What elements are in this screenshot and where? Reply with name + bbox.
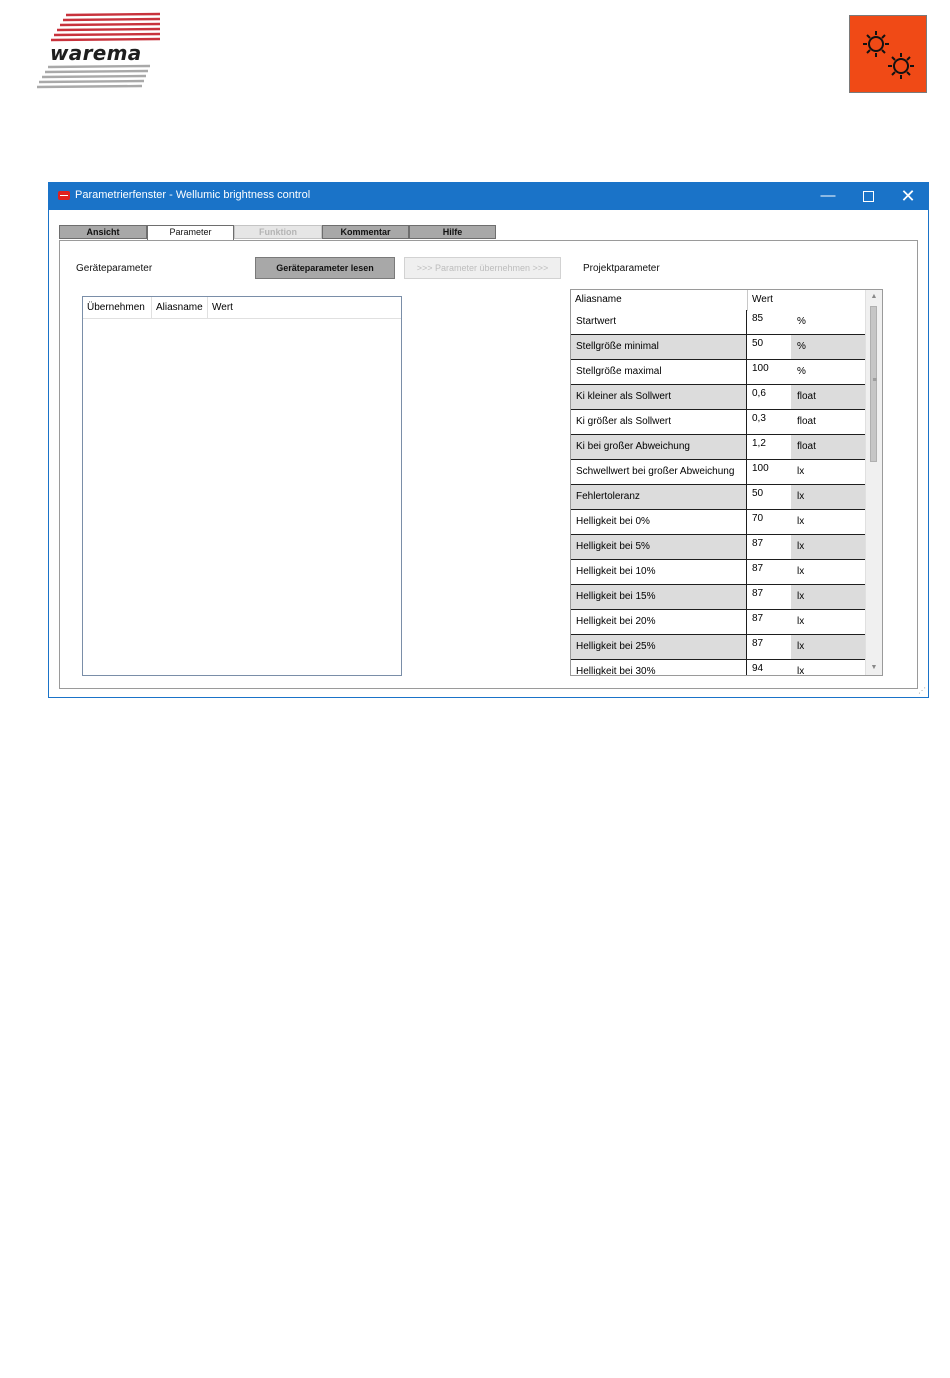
- device-params-label: Geräteparameter: [76, 263, 153, 274]
- tab-kommentar[interactable]: Kommentar: [322, 225, 409, 239]
- scroll-thumb[interactable]: [870, 306, 877, 462]
- tab-funktion: Funktion: [234, 225, 322, 239]
- column-header-wert[interactable]: Wert: [752, 294, 773, 305]
- row-value-input[interactable]: 87: [748, 585, 791, 609]
- window-titlebar[interactable]: [49, 183, 928, 210]
- table-row[interactable]: [571, 360, 867, 385]
- row-unit: lx: [791, 510, 867, 534]
- row-unit: float: [791, 435, 867, 459]
- table-row[interactable]: [571, 585, 867, 610]
- row-alias: Helligkeit bei 20%: [571, 610, 747, 634]
- tab-hilfe[interactable]: Hilfe: [409, 225, 496, 239]
- grip-icon: ≡: [872, 377, 877, 384]
- row-alias: Helligkeit bei 15%: [571, 585, 747, 609]
- row-alias: Startwert: [571, 310, 747, 334]
- table-row[interactable]: [571, 660, 867, 676]
- table-row[interactable]: [571, 310, 867, 335]
- warema-logo: [36, 12, 162, 94]
- row-value-input[interactable]: 87: [748, 535, 791, 559]
- table-row[interactable]: [571, 385, 867, 410]
- table-row[interactable]: [571, 510, 867, 535]
- row-value-input[interactable]: 0,6: [748, 385, 791, 409]
- column-header-aliasname[interactable]: Aliasname: [571, 290, 748, 310]
- warema-app-icon: [58, 191, 70, 200]
- close-button[interactable]: ✕: [900, 186, 916, 206]
- row-value-input[interactable]: 100: [748, 460, 791, 484]
- project-table-header: [571, 290, 867, 311]
- row-value-input[interactable]: 87: [748, 610, 791, 634]
- row-value-input[interactable]: 50: [748, 485, 791, 509]
- row-alias: Stellgröße maximal: [571, 360, 747, 384]
- row-alias: Helligkeit bei 0%: [571, 510, 747, 534]
- row-alias: Fehlertoleranz: [571, 485, 747, 509]
- table-row[interactable]: [571, 335, 867, 360]
- window-title: Parametrierfenster - Wellumic brightness control: [75, 189, 311, 201]
- row-alias: Ki bei großer Abweichung: [571, 435, 747, 459]
- row-value-input[interactable]: 70: [748, 510, 791, 534]
- table-row[interactable]: [571, 410, 867, 435]
- vertical-scrollbar[interactable]: [865, 290, 882, 675]
- table-row[interactable]: [571, 485, 867, 510]
- table-row[interactable]: [571, 560, 867, 585]
- project-table-rows: [571, 310, 867, 676]
- row-unit: lx: [791, 485, 867, 509]
- row-alias: Schwellwert bei großer Abweichung: [571, 460, 747, 484]
- row-value-input[interactable]: 50: [748, 335, 791, 359]
- row-unit: lx: [791, 585, 867, 609]
- column-header-aliasname[interactable]: Aliasname: [152, 297, 208, 318]
- maximize-button[interactable]: [848, 183, 888, 210]
- row-unit: float: [791, 410, 867, 434]
- tab-ansicht[interactable]: Ansicht: [59, 225, 147, 239]
- column-header-wert[interactable]: Wert: [212, 302, 233, 313]
- project-params-table[interactable]: [570, 289, 883, 676]
- row-value-input[interactable]: 94: [748, 660, 791, 676]
- row-unit: %: [791, 310, 867, 334]
- tab-parameter[interactable]: Parameter: [147, 225, 234, 241]
- scroll-down-icon[interactable]: ▼: [870, 664, 878, 671]
- row-value-input[interactable]: 1,2: [748, 435, 791, 459]
- row-alias: Helligkeit bei 25%: [571, 635, 747, 659]
- row-unit: %: [791, 360, 867, 384]
- row-alias: Helligkeit bei 5%: [571, 535, 747, 559]
- read-device-params-button[interactable]: Geräteparameter lesen: [255, 257, 395, 279]
- scroll-up-icon[interactable]: ▲: [870, 293, 878, 300]
- row-value-input[interactable]: 87: [748, 560, 791, 584]
- table-row[interactable]: [571, 635, 867, 660]
- table-row[interactable]: [571, 460, 867, 485]
- row-value-input[interactable]: 85: [748, 310, 791, 334]
- resize-grip-icon[interactable]: ⋰: [918, 686, 926, 695]
- project-params-label: Projektparameter: [583, 263, 660, 274]
- row-unit: lx: [791, 610, 867, 634]
- device-table-header: [83, 297, 401, 319]
- minimize-button[interactable]: —: [820, 187, 836, 204]
- row-value-input[interactable]: 87: [748, 635, 791, 659]
- apply-params-button: >>> Parameter übernehmen >>>: [404, 257, 561, 279]
- row-alias: Stellgröße minimal: [571, 335, 747, 359]
- two-sun-icon: [849, 15, 927, 93]
- row-alias: Helligkeit bei 10%: [571, 560, 747, 584]
- row-unit: lx: [791, 660, 867, 676]
- row-unit: float: [791, 385, 867, 409]
- table-row[interactable]: [571, 610, 867, 635]
- parameter-window: [48, 182, 929, 698]
- row-alias: Ki größer als Sollwert: [571, 410, 747, 434]
- row-unit: %: [791, 335, 867, 359]
- row-unit: lx: [791, 560, 867, 584]
- column-header-uebernehmen[interactable]: Übernehmen: [83, 297, 152, 318]
- table-row[interactable]: [571, 535, 867, 560]
- row-unit: lx: [791, 535, 867, 559]
- table-row[interactable]: [571, 435, 867, 460]
- device-params-table[interactable]: [82, 296, 402, 676]
- row-alias: Ki kleiner als Sollwert: [571, 385, 747, 409]
- row-unit: lx: [791, 635, 867, 659]
- row-unit: lx: [791, 460, 867, 484]
- row-value-input[interactable]: 0,3: [748, 410, 791, 434]
- row-alias: Helligkeit bei 30%: [571, 660, 747, 676]
- maximize-icon: [863, 191, 874, 202]
- row-value-input[interactable]: 100: [748, 360, 791, 384]
- logo-wordmark: warema: [50, 41, 142, 65]
